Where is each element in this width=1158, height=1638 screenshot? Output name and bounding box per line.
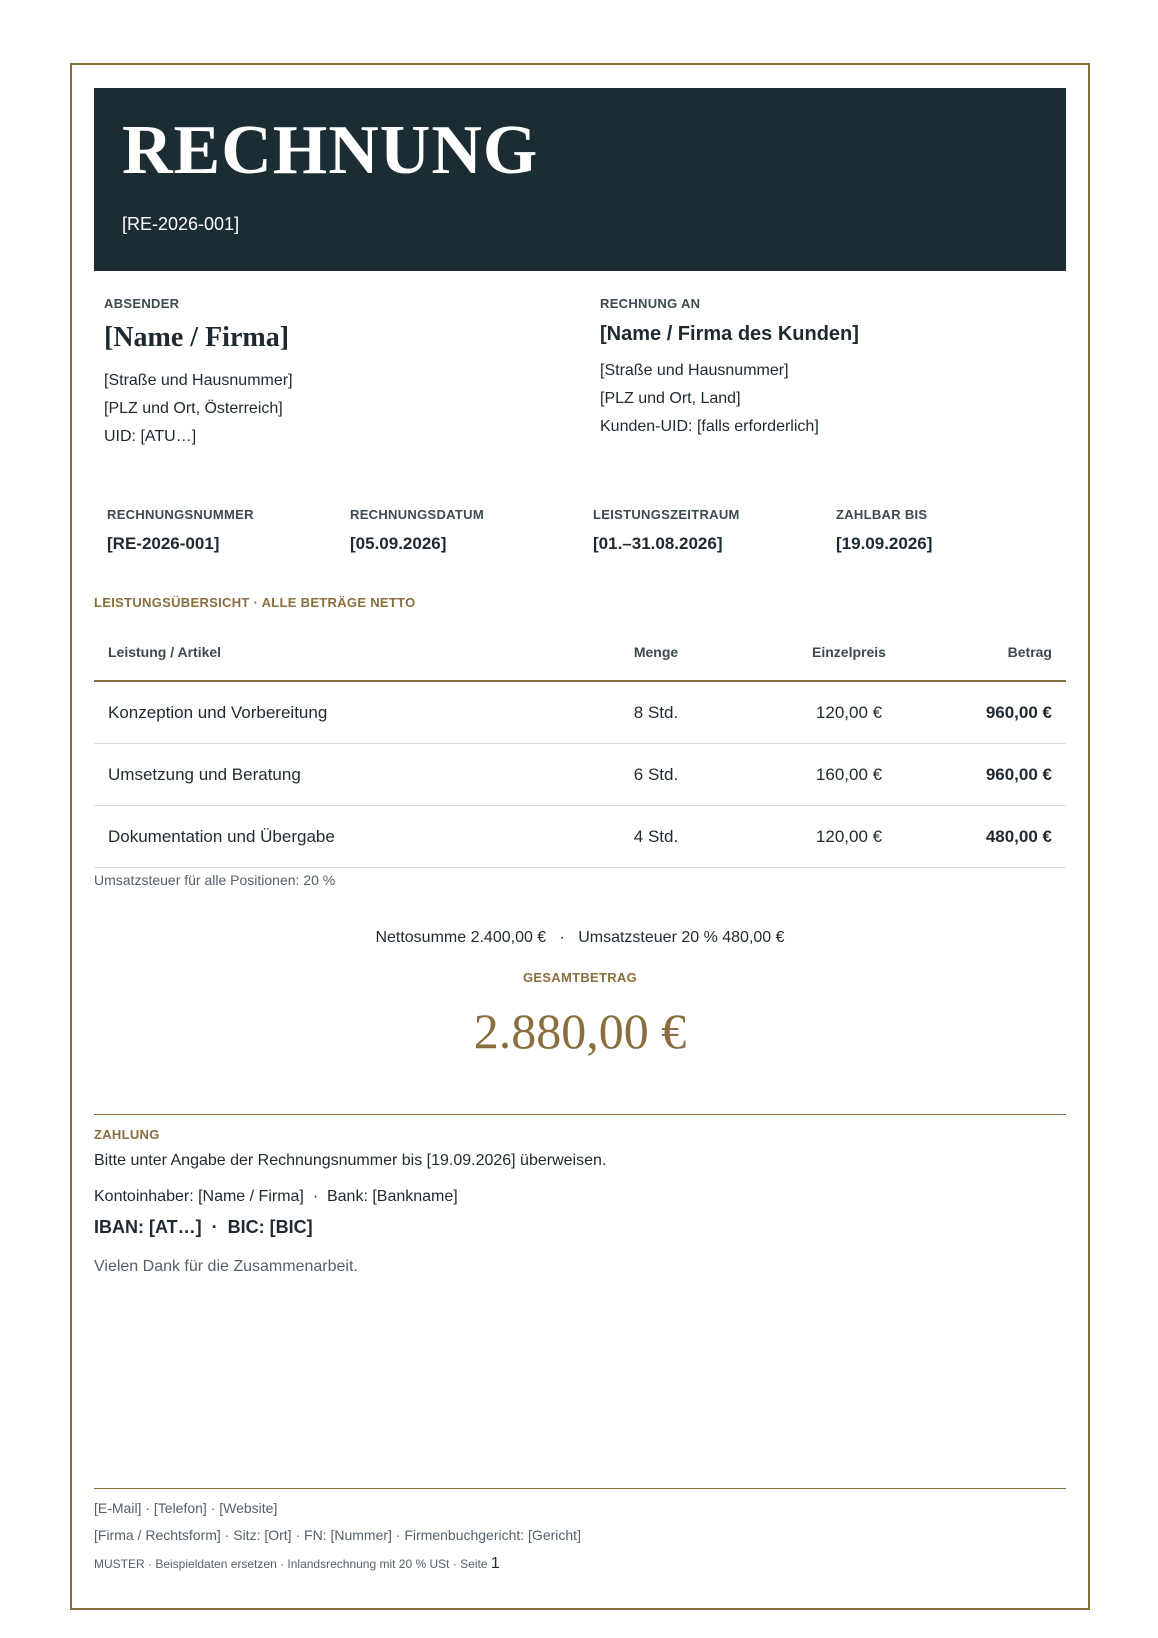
cell-quantity: 6 Std. (572, 744, 740, 806)
invoice-title: RECHNUNG (122, 112, 539, 189)
recipient-label: RECHNUNG AN (600, 296, 701, 311)
footer-divider (94, 1488, 1066, 1489)
sender-city: [PLZ und Ort, Österreich] (104, 400, 283, 417)
recipient-city: [PLZ und Ort, Land] (600, 390, 741, 407)
col-header-quantity: Menge (572, 624, 740, 681)
col-header-item: Leistung / Artikel (94, 624, 572, 681)
invoice-header-number: [RE-2026-001] (122, 214, 240, 234)
payment-instruction: Bitte unter Angabe der Rechnungsnummer bis [19.09.2026] überweisen. (94, 1152, 607, 1169)
vat-note: Umsatzsteuer für alle Positionen: 20 % (94, 872, 336, 888)
table-row (94, 681, 1066, 744)
table-row (94, 806, 1066, 868)
thanks-note: Vielen Dank für die Zusammenarbeit. (94, 1258, 358, 1275)
overview-title: LEISTUNGSÜBERSICHT · ALLE BETRÄGE NETTO (94, 595, 416, 610)
sender-name: [Name / Firma] (104, 322, 290, 353)
cell-item: Dokumentation und Übergabe (94, 806, 572, 868)
meta-label-due-date: ZAHLBAR BIS (836, 507, 928, 522)
table-header-row (94, 624, 1066, 681)
cell-quantity: 4 Std. (572, 806, 740, 868)
cell-amount: 480,00 € (958, 806, 1066, 868)
meta-label-invoice-date: RECHNUNGSDATUM (350, 507, 484, 522)
cell-item: Umsetzung und Beratung (94, 744, 572, 806)
grand-total-amount: 2.880,00 € (473, 1003, 687, 1059)
col-header-amount: Betrag (958, 624, 1066, 681)
cell-unit-price: 120,00 € (740, 681, 958, 744)
payment-iban: IBAN: [AT…] · BIC: [BIC] (94, 1217, 313, 1237)
cell-unit-price: 160,00 € (740, 744, 958, 806)
cell-amount: 960,00 € (958, 681, 1066, 744)
footer-legal: [Firma / Rechtsform] · Sitz: [Ort] · FN: [Nummer] · Firmenbuchgericht: [Gericht] (94, 1527, 581, 1543)
sender-label: ABSENDER (104, 296, 180, 311)
payment-divider (94, 1114, 1066, 1115)
meta-label-invoice-number: RECHNUNGSNUMMER (107, 507, 254, 522)
recipient-name: [Name / Firma des Kunden] (600, 323, 859, 345)
sender-street: [Straße und Hausnummer] (104, 372, 293, 389)
cell-amount: 960,00 € (958, 744, 1066, 806)
payment-label: ZAHLUNG (94, 1127, 160, 1142)
meta-value-due-date: [19.09.2026] (836, 534, 933, 553)
sender-uid: UID: [ATU…] (104, 428, 197, 445)
col-header-unit-price: Einzelpreis (740, 624, 958, 681)
table-row (94, 744, 1066, 806)
recipient-street: [Straße und Hausnummer] (600, 362, 789, 379)
grand-total-label: GESAMTBETRAG (522, 970, 638, 985)
cell-unit-price: 120,00 € (740, 806, 958, 868)
footer-muster (94, 1555, 500, 1573)
meta-label-service-period: LEISTUNGSZEITRAUM (593, 507, 740, 522)
page-number: 1 (490, 1555, 500, 1572)
line-items-table (94, 624, 1066, 868)
recipient-uid: Kunden-UID: [falls erforderlich] (600, 418, 819, 435)
payment-account: Kontoinhaber: [Name / Firma] · Bank: [Bankname] (94, 1188, 458, 1205)
footer-muster-text: MUSTER · Beispieldaten ersetzen · Inlandsrechnung mit 20 % USt · Seite (94, 1557, 488, 1571)
meta-value-service-period: [01.–31.08.2026] (593, 534, 723, 553)
cell-item: Konzeption und Vorbereitung (94, 681, 572, 744)
meta-value-invoice-number: [RE-2026-001] (107, 534, 220, 553)
totals-summary: Nettosumme 2.400,00 € · Umsatzsteuer 20 % 480,00 € (375, 929, 785, 946)
invoice-header (94, 88, 1066, 271)
cell-quantity: 8 Std. (572, 681, 740, 744)
meta-value-invoice-date: [05.09.2026] (350, 534, 447, 553)
footer-contact: [E-Mail] · [Telefon] · [Website] (94, 1500, 278, 1516)
